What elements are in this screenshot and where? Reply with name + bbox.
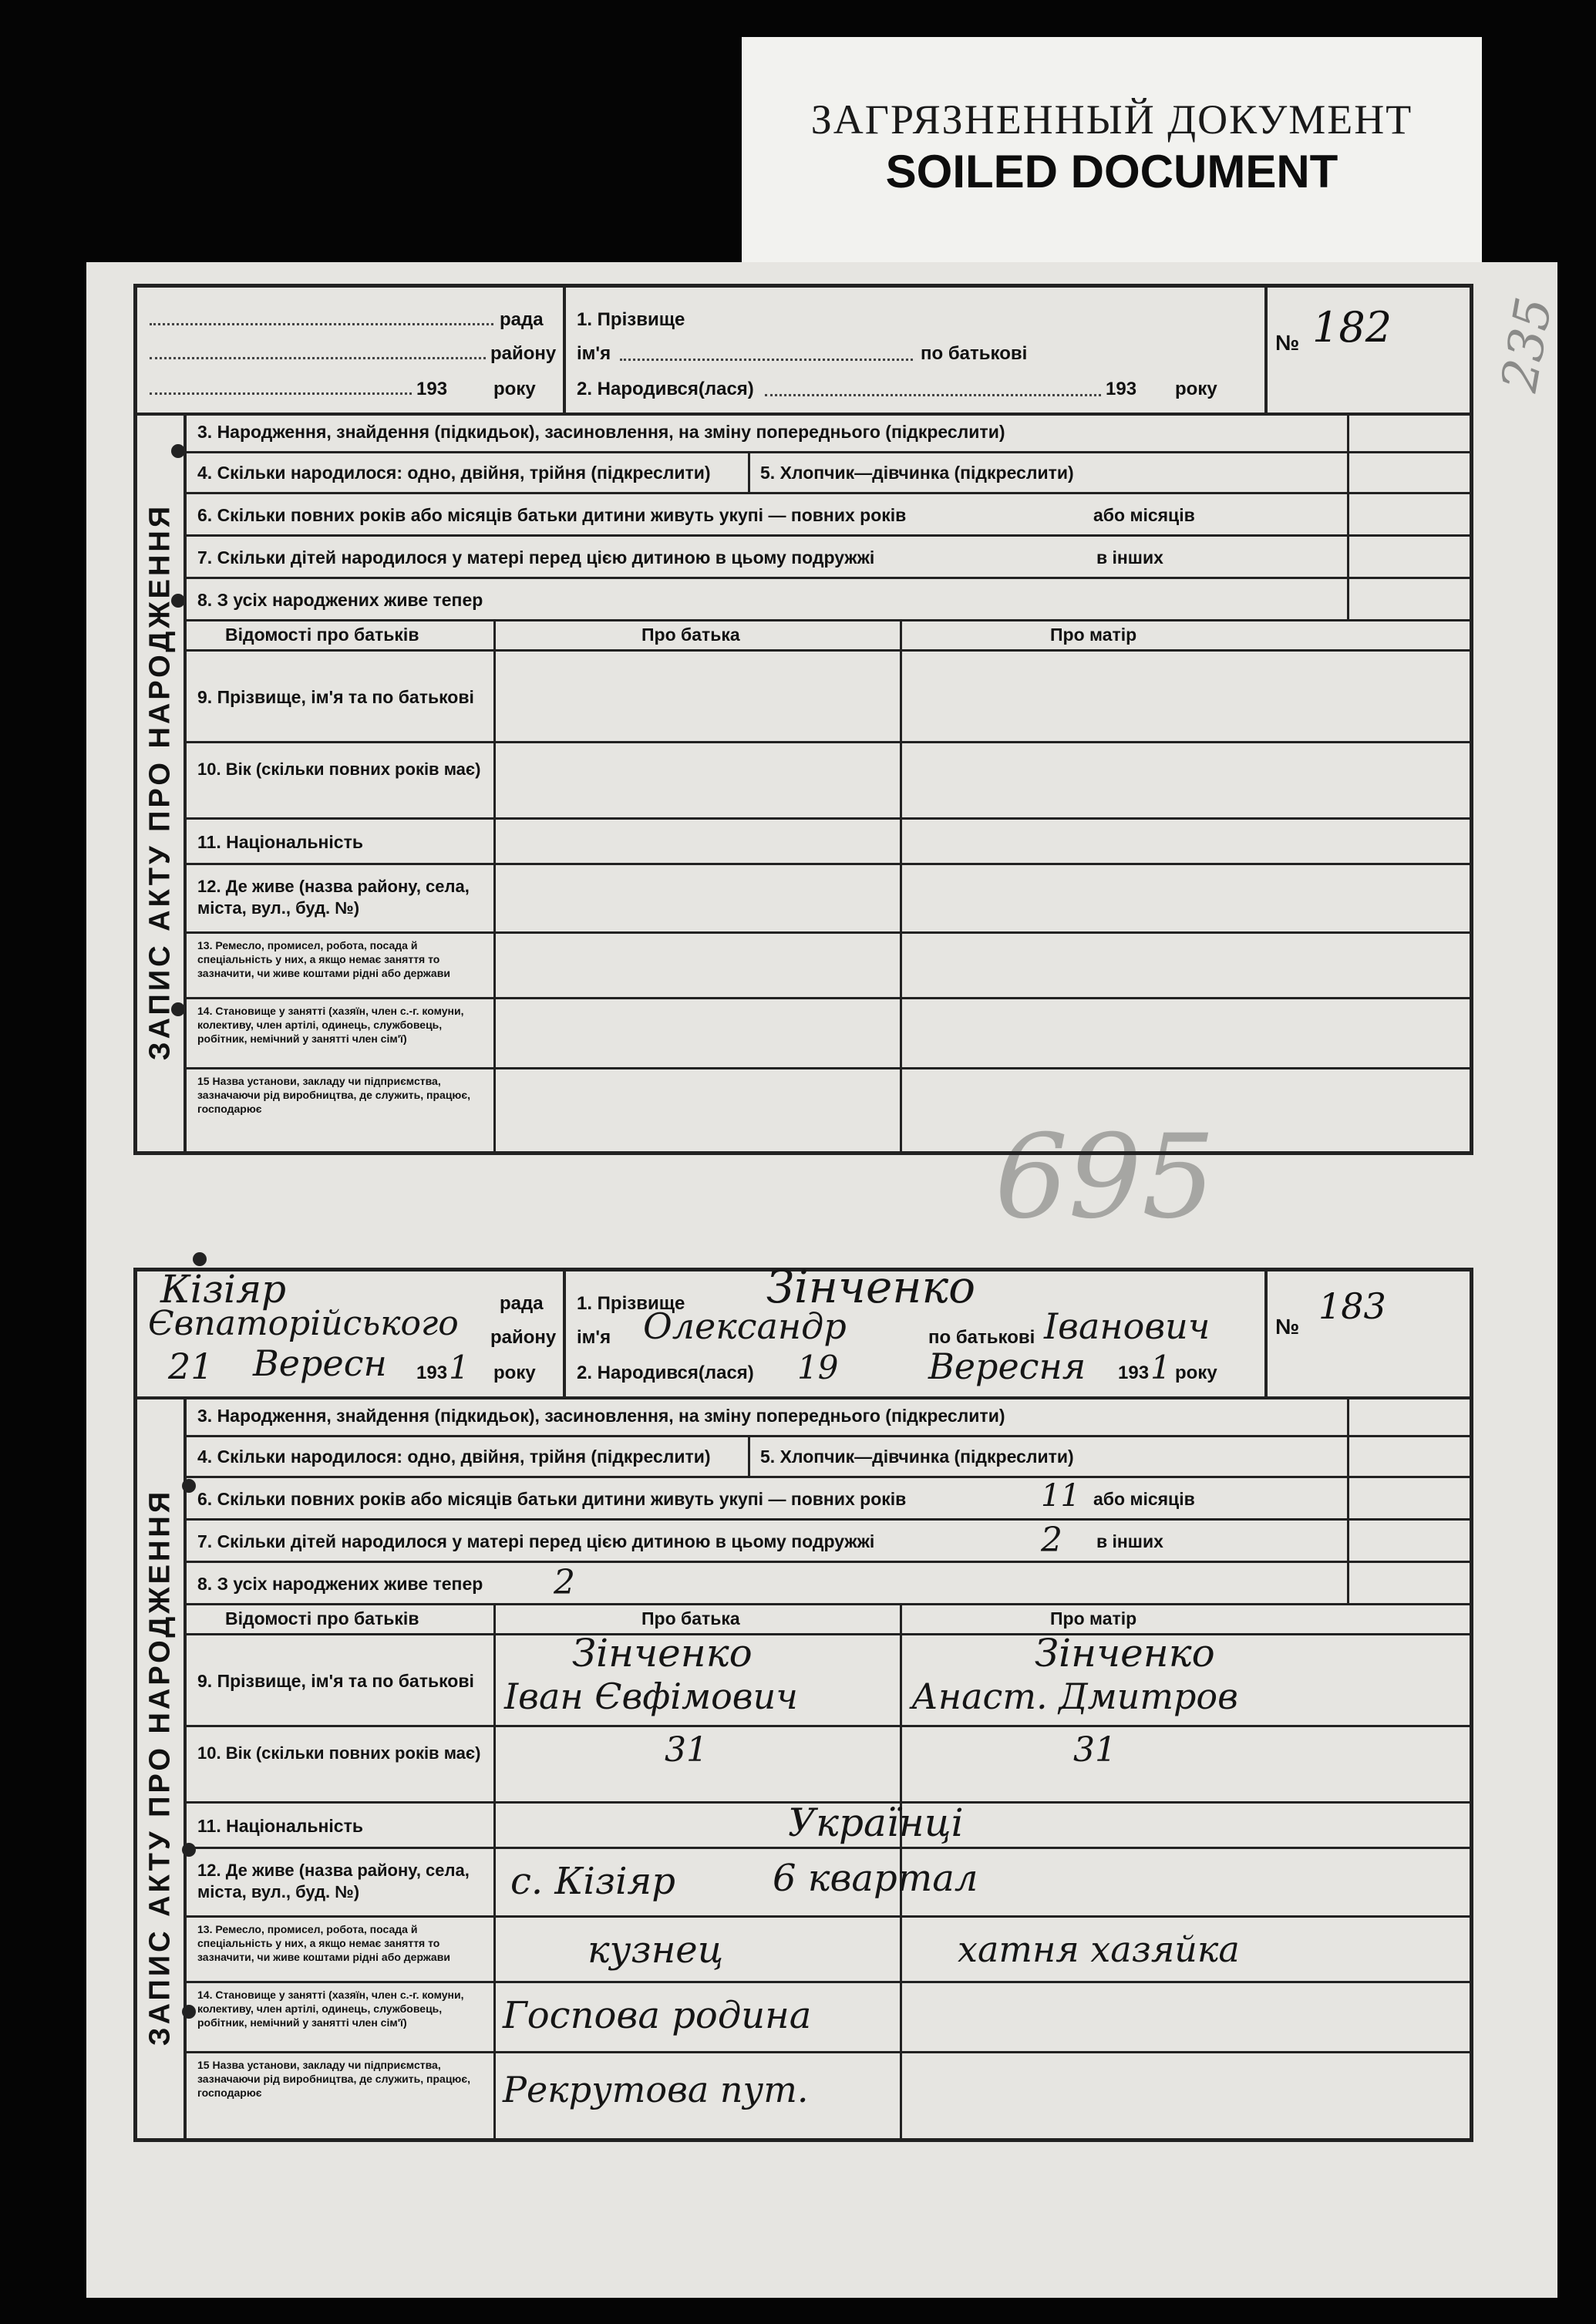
- patronymic-label: по батькові: [921, 343, 1028, 364]
- father-name: Іван Євфімович: [504, 1676, 798, 1717]
- pencil-number: 695: [995, 1110, 1216, 1245]
- roku-label: року: [1175, 379, 1217, 399]
- address-quarter: 6 квартал: [773, 1857, 978, 1900]
- row-6: 6. Скільки повних років або місяців батьки дитини живуть укупі — повних років 11 або місяців: [187, 1478, 1470, 1521]
- surname-label: 1. Прізвище: [577, 309, 685, 330]
- rada-value: Кізіяр: [160, 1267, 287, 1312]
- year-prefix: 193: [1106, 379, 1137, 399]
- form-header: [137, 1261, 1470, 1399]
- row-8: 8. З усіх народжених живе тепер 2: [187, 1563, 1470, 1605]
- row-7: 7. Скільки дітей народилося у матері перед цією дитиною в цьому подружжі 2 в інших: [187, 1521, 1470, 1563]
- birth-day-value: 19: [797, 1349, 839, 1386]
- form-header: [137, 288, 1470, 416]
- name-value: Олександр: [643, 1305, 847, 1347]
- mother-age: 31: [1073, 1730, 1116, 1770]
- name-label: ім'я: [577, 1327, 611, 1348]
- archive-side-number: 235: [1491, 293, 1564, 396]
- surname-value: Зінченко: [766, 1261, 976, 1313]
- header-name-block: [566, 1261, 1268, 1396]
- row-6: 6. Скільки повних років або місяців батьки дитини живуть укупі — повних років або місяців: [187, 494, 1470, 537]
- roku-label: року: [493, 379, 536, 399]
- header-registry-block: [137, 1267, 566, 1396]
- row-14: 14. Становище у занятті (хазяїн, член с.-г. комуни, колективу, член артілі, одинець, службовець, робітник, немічний у занятті член сім'ї): [187, 999, 1470, 1069]
- father-occupation: кузнец: [588, 1928, 724, 1972]
- surname-label: 1. Прізвище: [577, 1293, 685, 1314]
- roku-label: року: [1175, 1362, 1217, 1383]
- rada-label: рада: [500, 1293, 544, 1314]
- address-village: с. Кізіяр: [510, 1860, 675, 1903]
- alive-now-value: 2: [554, 1563, 575, 1602]
- side-title: ЗАПИС АКТУ ПРО НАРОДЖЕННЯ: [143, 1488, 177, 2046]
- day-value: 21: [168, 1346, 214, 1387]
- row-12: 12. Де живе (назва району, села, міста, вул., буд. №): [187, 865, 1470, 934]
- header-number-block: [1264, 1271, 1470, 1396]
- row-12: 12. Де живе (назва району, села, міста, вул., буд. №) с. Кізіяр 6 квартал: [187, 1849, 1470, 1918]
- born-label: 2. Народився(лася): [577, 1362, 754, 1383]
- rayonu-value: Євпаторійського: [148, 1304, 459, 1343]
- rayonu-label: району: [490, 343, 557, 364]
- side-title-band: [137, 1396, 187, 2138]
- year-value: 1: [449, 1349, 470, 1386]
- roku-label: року: [493, 1362, 536, 1383]
- row-14: 14. Становище у занятті (хазяїн, член с.-г. комуни, колективу, член артілі, одинець, службовець, робітник, немічний у занятті член сім'ї) Госпова родина: [187, 1983, 1470, 2053]
- year-prefix: 193: [1118, 1362, 1150, 1383]
- form-rows: [187, 1396, 1470, 2138]
- row-13: 13. Ремесло, промисел, робота, посада й спеціальність у них, а якщо немає заняття то зазначити, чи живе коштами рідні або держави: [187, 934, 1470, 999]
- father-age: 31: [665, 1730, 708, 1770]
- row-15: 15 Назва установи, закладу чи підприємства, зазначаючи рід виробництва, де служить, працює, господарює Рекрутова пут.: [197, 2059, 809, 2110]
- form-rows: [187, 413, 1470, 1151]
- years-together-value: 11: [1041, 1478, 1080, 1514]
- birth-record-form-183: [133, 1261, 1473, 2142]
- header-number-block: [1264, 288, 1470, 413]
- birth-year-value: 1: [1150, 1349, 1171, 1386]
- employment-status: Госпова родина: [503, 1994, 812, 2037]
- rada-label: рада: [500, 309, 544, 330]
- row-11: 11. Національність Українці: [187, 1804, 1470, 1849]
- row-3: 3. Народження, знайдення (підкидьок), засиновлення, на зміну попереднього (підкреслити): [187, 1396, 1470, 1437]
- side-title: ЗАПИС АКТУ ПРО НАРОДЖЕННЯ: [143, 503, 177, 1061]
- row-15: 15 Назва установи, закладу чи підприємства, зазначаючи рід виробництва, де служить, працює, господарює: [197, 1075, 471, 1115]
- row-13: 13. Ремесло, промисел, робота, посада й спеціальність у них, а якщо немає заняття то зазначити, чи живе коштами рідні або держави кузнец хатня хазяйка: [187, 1918, 1470, 1983]
- month-value: Вересн: [253, 1342, 387, 1384]
- mother-surname: Зінченко: [1035, 1631, 1215, 1676]
- punch-hole-icon: [193, 1252, 207, 1266]
- number-label: №: [1275, 331, 1300, 355]
- nationality-value: Українці: [788, 1800, 964, 1845]
- row-4-5: 4. Скільки народилося: одно, двійня, трійня (підкреслити) 5. Хлопчик—дівчинка (підкреслити): [187, 1437, 1470, 1478]
- side-title-band: [137, 413, 187, 1151]
- name-label: ім'я: [577, 343, 611, 364]
- record-number: 182: [1312, 303, 1392, 352]
- row-10: 10. Вік (скільки повних років має) 31 31: [187, 1727, 1470, 1804]
- label-russian: ЗАГРЯЗНЕННЫЙ ДОКУМЕНТ: [810, 96, 1413, 143]
- row-3: 3. Народження, знайдення (підкидьок), засиновлення, на зміну попереднього (підкреслити): [187, 413, 1470, 453]
- workplace-value: Рекрутова пут.: [503, 2069, 809, 2110]
- row-7: 7. Скільки дітей народилося у матері перед цією дитиною в цьому подружжі в інших: [187, 537, 1470, 579]
- year-prefix: 193: [416, 379, 448, 399]
- row-4-5: 4. Скільки народилося: одно, двійня, трійня (підкреслити) 5. Хлопчик—дівчинка (підкреслити): [187, 453, 1470, 494]
- label-english: SOILED DOCUMENT: [885, 146, 1338, 197]
- table-header: Відомості про батьків Про батька Про матір: [187, 621, 1470, 652]
- born-label: 2. Народився(лася): [577, 379, 754, 399]
- row-10: 10. Вік (скільки повних років має): [187, 743, 1470, 820]
- birth-record-form-182: [133, 284, 1473, 1155]
- number-label: №: [1275, 1315, 1300, 1339]
- row-9: 9. Прізвище, ім'я та по батькові Зінченко Іван Євфімович Зінченко Анаст. Дмитров: [187, 1635, 1470, 1727]
- soiled-document-label: [742, 37, 1482, 268]
- row-11: 11. Національність: [187, 820, 1470, 865]
- row-9: 9. Прізвище, ім'я та по батькові: [187, 652, 1470, 743]
- patronymic-value: Іванович: [1044, 1305, 1210, 1347]
- table-header: Відомості про батьків Про батька Про матір: [187, 1605, 1470, 1635]
- patronymic-label: по батькові: [928, 1327, 1035, 1348]
- mother-name: Анаст. Дмитров: [911, 1676, 1238, 1717]
- row-8: 8. З усіх народжених живе тепер: [187, 579, 1470, 621]
- father-surname: Зінченко: [572, 1631, 753, 1676]
- mother-occupation: хатня хазяйка: [958, 1928, 1240, 1970]
- children-before-value: 2: [1041, 1521, 1062, 1560]
- header-registry-block: [137, 288, 566, 413]
- rayonu-label: району: [490, 1327, 557, 1348]
- year-prefix: 193: [416, 1362, 448, 1383]
- header-name-block: [566, 288, 1268, 413]
- birth-month-value: Вересня: [928, 1346, 1086, 1387]
- record-number: 183: [1318, 1285, 1386, 1327]
